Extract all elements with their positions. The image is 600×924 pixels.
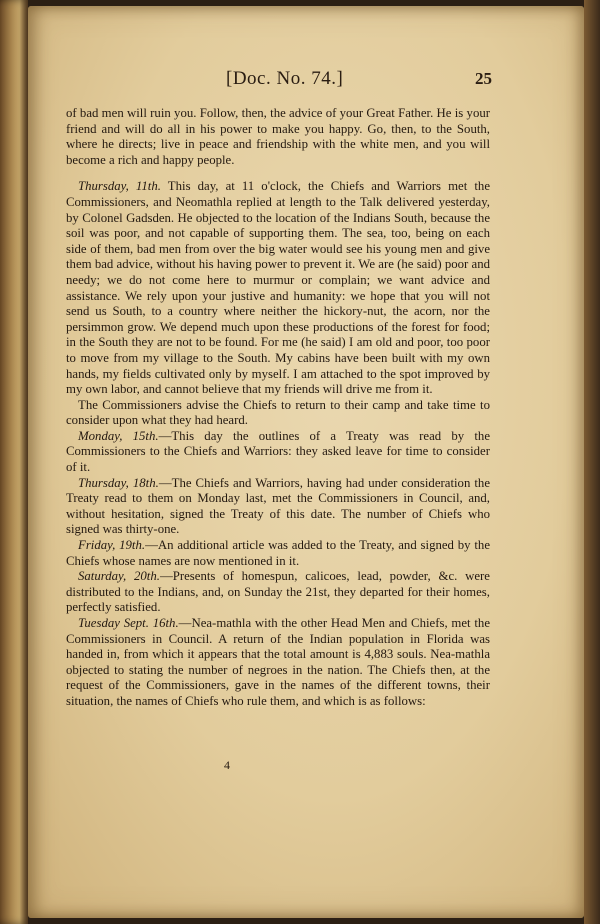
- paragraph-text: —The Chiefs and Warriors, having had under consideration the Treaty read to them on Monday last, met the Commissioners in Council, and, without hesitation, signed the Treaty of this date. The number of Chiefs who signed was thirty-one.: [66, 475, 491, 537]
- book-page: [28, 6, 584, 918]
- body-text: [66, 106, 490, 710]
- paragraph: [66, 569, 490, 616]
- paragraph-text: —Presents of homespun, calicoes, lead, powder, &c. were distributed to the Indians, and, on Sunday the 21st, they departed for their homes, perfectly satisfied.: [66, 569, 490, 615]
- book-cover-edge: [584, 0, 600, 924]
- running-header: [28, 68, 584, 98]
- entry-date: Tuesday Sept. 16th.: [78, 616, 179, 630]
- page-number: 25: [475, 69, 492, 88]
- paragraph-text: The Commissioners advise the Chiefs to return to their camp and take time to consider upon what they had heard.: [66, 397, 490, 428]
- signature-mark: 4: [224, 758, 230, 772]
- entry-date: Thursday, 18th.: [78, 475, 159, 490]
- paragraph: [66, 616, 490, 710]
- entry-date: Monday, 15th.: [78, 428, 159, 443]
- paragraph: [66, 106, 490, 168]
- entry-date: Saturday, 20th.: [78, 569, 160, 584]
- paragraph-text: of bad men will ruin you. Follow, then, the advice of your Great Father. He is your friend and will do all in his power to make you happy. Go, then, to the South, where he directs; live in peace and friendship with the white men, and you will become a rich and happy people.: [66, 106, 490, 167]
- entry-date: Thursday, 11th.: [78, 179, 161, 194]
- paragraph-text: This day, at 11 o'clock, the Chiefs and Warriors met the Commissioners, and Neomathla replied at length to the Talk delivered yesterday, by Colonel Gadsden. He objected to the location of the Indians South, because the soil was poor, and not capable of supporting them. The sea, too, being on each side of them, bad men from over the big water would see his young men and give them bad advice, without his having power to prevent it. We are (he said) poor and needy; we do not come here to murmur or complain; we want advice and assistance. We rely upon your justive and humanity: we hope that you will not send us South, to a country where neither the hickory-nut, the acorn, nor the persimmon grow. We depend much upon these productions of the forest for food; in the South they are not to be found. For me (he said) I am old and poor, too poor to move from my village to the South. My cabins have been built with my own hands, my fields cultivated only by myself. I am attached to the spot improved by my own labor, and cannot believe that my friends will drive me from it.: [66, 179, 490, 397]
- paragraph: [66, 179, 490, 397]
- paragraph: [66, 398, 490, 429]
- paragraph-text: —An additional article was added to the Treaty, and signed by the Chiefs whose names are now mentioned in it.: [66, 538, 490, 568]
- paragraph: [66, 476, 490, 538]
- facing-page-edge: [0, 0, 28, 924]
- document-number: [Doc. No. 74.]: [226, 68, 344, 89]
- paragraph: [66, 538, 490, 569]
- paragraph-text: —This day the outlines of a Treaty was read by the Commissioners to the Chiefs and Warriors: they asked leave for time to consider of it.: [66, 428, 490, 475]
- entry-date: Friday, 19th.: [78, 538, 146, 553]
- paragraph: [66, 429, 490, 476]
- paragraph-text: —Nea-mathla with the other Head Men and Chiefs, met the Commissioners in Council. A return of the Indian population in Florida was handed in, from which it appears that the total amount is 4,883 souls. Nea-mathla objected to stating the number of negroes in the nation. The Chiefs then, at the request of the Commissioners, gave in the names of the different towns, their situation, the names of Chiefs who rule them, and which is as follows:: [66, 616, 490, 708]
